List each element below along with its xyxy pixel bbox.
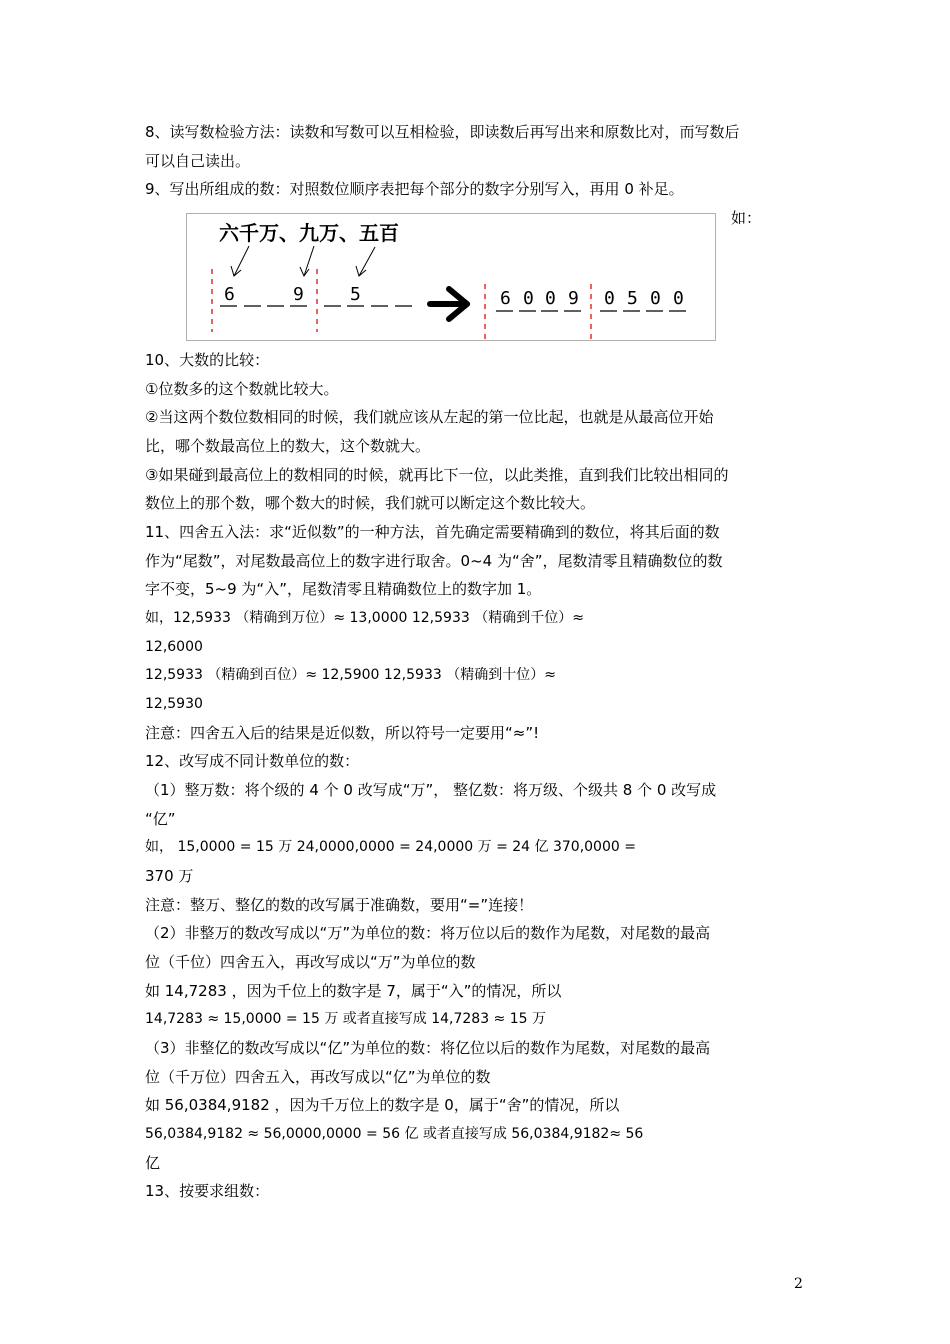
- text-line: 可以自己读出。: [145, 152, 251, 170]
- text-line: ③如果碰到最高位上的数相同的时候，就再比下一位，以此类推，直到我们比较出相同的: [145, 466, 729, 484]
- text-line: （2）非整万的数改写成以“万”为单位的数：将万位以后的数作为尾数，对尾数的最高: [145, 924, 711, 942]
- text-line: 12,5933 （精确到百位）≈ 12,5900 12,5933 （精确到十位）≈: [145, 667, 556, 683]
- text-line: 11、四舍五入法：求“近似数”的一种方法，首先确定需要精确到的数位，将其后面的数: [145, 523, 720, 541]
- text-line: 注意：四舍五入后的结果是近似数，所以符号一定要用“≈”!: [145, 724, 540, 742]
- digit: 9: [293, 284, 304, 305]
- digit: 0: [673, 288, 684, 309]
- digit: 5: [350, 284, 361, 305]
- conversion-arrow-icon: [430, 289, 467, 319]
- text-line: ②当这两个数位数相同的时候，我们就应该从左起的第一位比起，也就是从最高位开始: [145, 408, 714, 426]
- text-line: 56,0384,9182 ≈ 56,0000,0000 = 56 亿 或者直接写成 56,0384,9182≈ 56: [145, 1126, 644, 1142]
- text-line: ①位数多的这个数就比较大。: [145, 380, 339, 398]
- pointer-arrows: [231, 246, 375, 276]
- digit: 0: [545, 288, 556, 309]
- digit: 6: [500, 288, 511, 309]
- text-line: 370 万: [145, 867, 194, 885]
- text-line: 13、按要求组数：: [145, 1182, 270, 1200]
- text-line: 如 56,0384,9182 ，因为千万位上的数字是 0，属于“舍”的情况，所以: [145, 1096, 620, 1114]
- text-line: 注意：整万、整亿的数的改写属于准确数，要用“=”连接！: [145, 896, 534, 914]
- text-line: 8、读写数检验方法：读数和写数可以互相检验，即读数后再写出来和原数比对，而写数后: [145, 123, 740, 141]
- figure-drawing: [187, 214, 717, 342]
- text-line: 如，12,5933 （精确到万位）≈ 13,0000 12,5933 （精确到千位）≈: [145, 610, 584, 626]
- text-line: 如， 15,0000 = 15 万 24,0000,0000 = 24,0000 万 = 24 亿 370,0000 =: [145, 839, 636, 855]
- text-line: 亿: [145, 1154, 161, 1172]
- digit: 9: [568, 288, 579, 309]
- text-line: 10、大数的比较：: [145, 351, 270, 369]
- text-line: 比，哪个数最高位上的数大，这个数就大。: [145, 437, 431, 455]
- text-line: 12,6000: [145, 639, 203, 655]
- text-line: 作为“尾数”，对尾数最高位上的数字进行取舍。0~4 为“舍”，尾数清零且精确数位的数: [145, 552, 723, 570]
- text-line: （3）非整亿的数改写成以“亿”为单位的数：将亿位以后的数作为尾数，对尾数的最高: [145, 1039, 711, 1057]
- digit: 0: [650, 288, 661, 309]
- text-line: 12,5930: [145, 696, 203, 712]
- text-line: 字不变，5~9 为“入”，尾数清零且精确数位上的数字加 1。: [145, 580, 542, 598]
- text-line: 12、改写成不同计数单位的数：: [145, 752, 360, 770]
- text-line: 位（千位）四舍五入，再改写成以“万”为单位的数: [145, 953, 476, 971]
- digit: 0: [523, 288, 534, 309]
- example-label: 如：: [731, 209, 762, 227]
- digit: 5: [627, 288, 638, 309]
- text-line: 9、写出所组成的数：对照数位顺序表把每个部分的数字分别写入，再用 0 补足。: [145, 180, 684, 198]
- text-line: “亿”: [145, 810, 176, 828]
- divider-lines: [212, 269, 591, 340]
- page-number: 2: [794, 1276, 803, 1292]
- text-line: 位（千万位）四舍五入，再改写成以“亿”为单位的数: [145, 1068, 491, 1086]
- text-line: 数位上的那个数，哪个数大的时候，我们就可以断定这个数比较大。: [145, 494, 596, 512]
- figure-caption: 六千万、九万、五百: [219, 221, 399, 245]
- text-line: 14,7283 ≈ 15,0000 = 15 万 或者直接写成 14,7283 ≈ 15 万: [145, 1011, 547, 1027]
- digit: 0: [604, 288, 615, 309]
- digit-placement-figure: [186, 213, 716, 341]
- text-line: 如 14,7283 ，因为千位上的数字是 7，属于“入”的情况，所以: [145, 982, 562, 1000]
- digit: 6: [224, 284, 235, 305]
- text-line: （1）整万数：将个级的 4 个 0 改写成“万”， 整亿数：将万级、个级共 8 个 0 改写成: [145, 781, 717, 799]
